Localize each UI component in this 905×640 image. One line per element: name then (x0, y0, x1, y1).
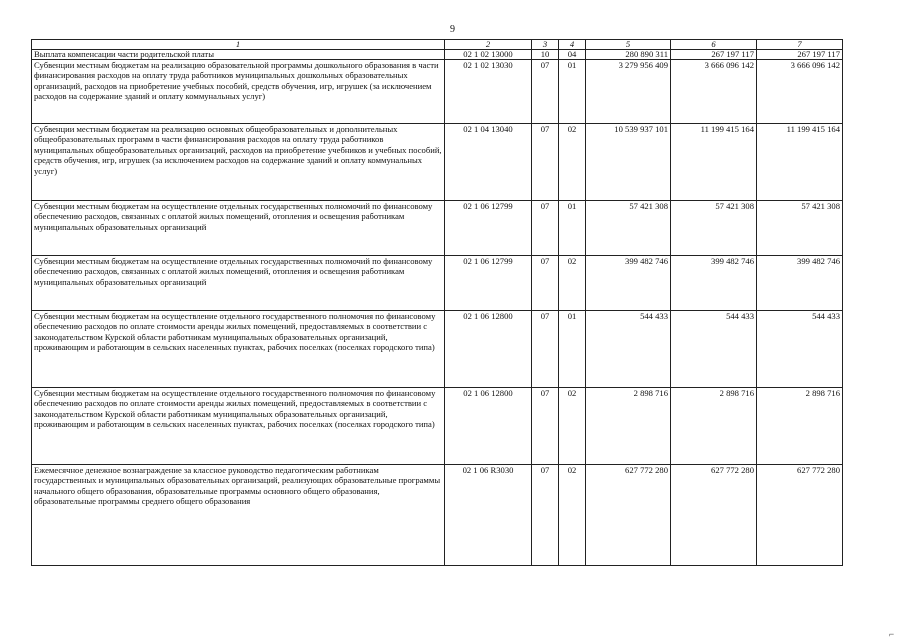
row-section: 10 (532, 50, 559, 60)
row-subsection: 02 (559, 465, 586, 566)
row-section: 07 (532, 388, 559, 465)
row-value-6: 11 199 415 164 (671, 124, 757, 201)
row-description: Субвенции местным бюджетам на осуществление отдельного государственного полномочия по финансовому обеспечению расходов по оплате стоимости аренды жилых помещений, предоставляемых в соответствии с законодательством Курской области работникам муниципальных образовательных организаций, проживающим и работающим в сельских населенных пунктах, рабочих поселках (поселках городского типа) (32, 311, 445, 388)
row-code: 02 1 02 13000 (445, 50, 532, 60)
header-col-1: 1 (32, 40, 445, 50)
row-description: Выплата компенсации части родительской платы (32, 50, 445, 60)
row-value-7: 544 433 (757, 311, 843, 388)
row-subsection: 02 (559, 388, 586, 465)
row-value-5: 399 482 746 (586, 256, 671, 311)
header-col-7: 7 (757, 40, 843, 50)
row-code: 02 1 06 12800 (445, 311, 532, 388)
row-code: 02 1 06 R3030 (445, 465, 532, 566)
row-section: 07 (532, 124, 559, 201)
row-code: 02 1 06 12800 (445, 388, 532, 465)
row-code: 02 1 06 12799 (445, 256, 532, 311)
row-description: Ежемесячное денежное вознаграждение за классное руководство педагогическим работникам государственных и муниципальных образовательных организаций, реализующих образовательные программы начального общего образования, образовательные программы основного общего образования, образовательные программы среднего общего образования (32, 465, 445, 566)
row-value-5: 3 279 956 409 (586, 60, 671, 124)
row-subsection: 02 (559, 124, 586, 201)
row-description: Субвенции местным бюджетам на осуществление отдельного государственного полномочия по финансовому обеспечению расходов по оплате стоимости аренды жилых помещений, предоставляемых в соответствии с законодательством Курской области работникам муниципальных образовательных организаций, проживающим и работающим в сельских населенных пунктах, рабочих поселках (поселках городского типа) (32, 388, 445, 465)
row-value-6: 399 482 746 (671, 256, 757, 311)
row-value-7: 11 199 415 164 (757, 124, 843, 201)
row-code: 02 1 04 13040 (445, 124, 532, 201)
row-value-7: 2 898 716 (757, 388, 843, 465)
row-value-7: 267 197 117 (757, 50, 843, 60)
header-col-4: 4 (559, 40, 586, 50)
row-description: Субвенции местным бюджетам на реализацию образовательной программы дошкольного образования в части финансирования расходов на оплату труда работников муниципальных дошкольных образовательных организаций, расходов на приобретение учебных пособий, средств обучения, игр, игрушек (за исключением расходов на содержание зданий и оплату коммунальных услуг) (32, 60, 445, 124)
header-col-5: 5 (586, 40, 671, 50)
row-subsection: 01 (559, 201, 586, 256)
header-col-3: 3 (532, 40, 559, 50)
row-value-5: 2 898 716 (586, 388, 671, 465)
row-code: 02 1 06 12799 (445, 201, 532, 256)
row-value-6: 544 433 (671, 311, 757, 388)
row-value-7: 399 482 746 (757, 256, 843, 311)
row-description: Субвенции местным бюджетам на осуществление отдельных государственных полномочий по финансовому обеспечению расходов, связанных с оплатой жилых помещений, отопления и освещения работникам муниципальных образовательных организаций (32, 201, 445, 256)
budget-table (31, 39, 843, 566)
row-code: 02 1 02 13030 (445, 60, 532, 124)
row-subsection: 01 (559, 60, 586, 124)
row-value-7: 627 772 280 (757, 465, 843, 566)
row-value-5: 280 890 311 (586, 50, 671, 60)
header-col-2: 2 (445, 40, 532, 50)
row-value-6: 57 421 308 (671, 201, 757, 256)
row-description: Субвенции местным бюджетам на осуществление отдельных государственных полномочий по финансовому обеспечению расходов, связанных с оплатой жилых помещений, отопления и освещения работникам муниципальных образовательных организаций (32, 256, 445, 311)
row-value-6: 3 666 096 142 (671, 60, 757, 124)
row-subsection: 04 (559, 50, 586, 60)
row-value-5: 544 433 (586, 311, 671, 388)
page-number: 9 (450, 24, 455, 35)
row-section: 07 (532, 465, 559, 566)
row-section: 07 (532, 256, 559, 311)
table-row (32, 201, 843, 256)
table-row (32, 465, 843, 566)
row-subsection: 02 (559, 256, 586, 311)
row-value-5: 627 772 280 (586, 465, 671, 566)
row-subsection: 01 (559, 311, 586, 388)
row-section: 07 (532, 311, 559, 388)
scan-artifact-icon: ⌐ (889, 629, 895, 639)
row-value-5: 57 421 308 (586, 201, 671, 256)
table-row (32, 60, 843, 124)
row-value-7: 3 666 096 142 (757, 60, 843, 124)
row-section: 07 (532, 60, 559, 124)
row-description: Субвенции местным бюджетам на реализацию основных общеобразовательных и дополнительных общеобразовательных программ в части финансирования расходов на оплату труда работников муниципальных общеобразовательных организаций, расходов на приобретение учебников и учебных пособий, средств обучения, игр, игрушек (за исключением расходов на содержание зданий и оплату коммунальных услуг) (32, 124, 445, 201)
row-value-5: 10 539 937 101 (586, 124, 671, 201)
row-value-6: 2 898 716 (671, 388, 757, 465)
table-row (32, 256, 843, 311)
table-row (32, 50, 843, 60)
row-value-6: 627 772 280 (671, 465, 757, 566)
table-row (32, 388, 843, 465)
table-row (32, 311, 843, 388)
header-row (32, 40, 843, 50)
row-value-6: 267 197 117 (671, 50, 757, 60)
header-col-6: 6 (671, 40, 757, 50)
table-row (32, 124, 843, 201)
row-section: 07 (532, 201, 559, 256)
row-value-7: 57 421 308 (757, 201, 843, 256)
